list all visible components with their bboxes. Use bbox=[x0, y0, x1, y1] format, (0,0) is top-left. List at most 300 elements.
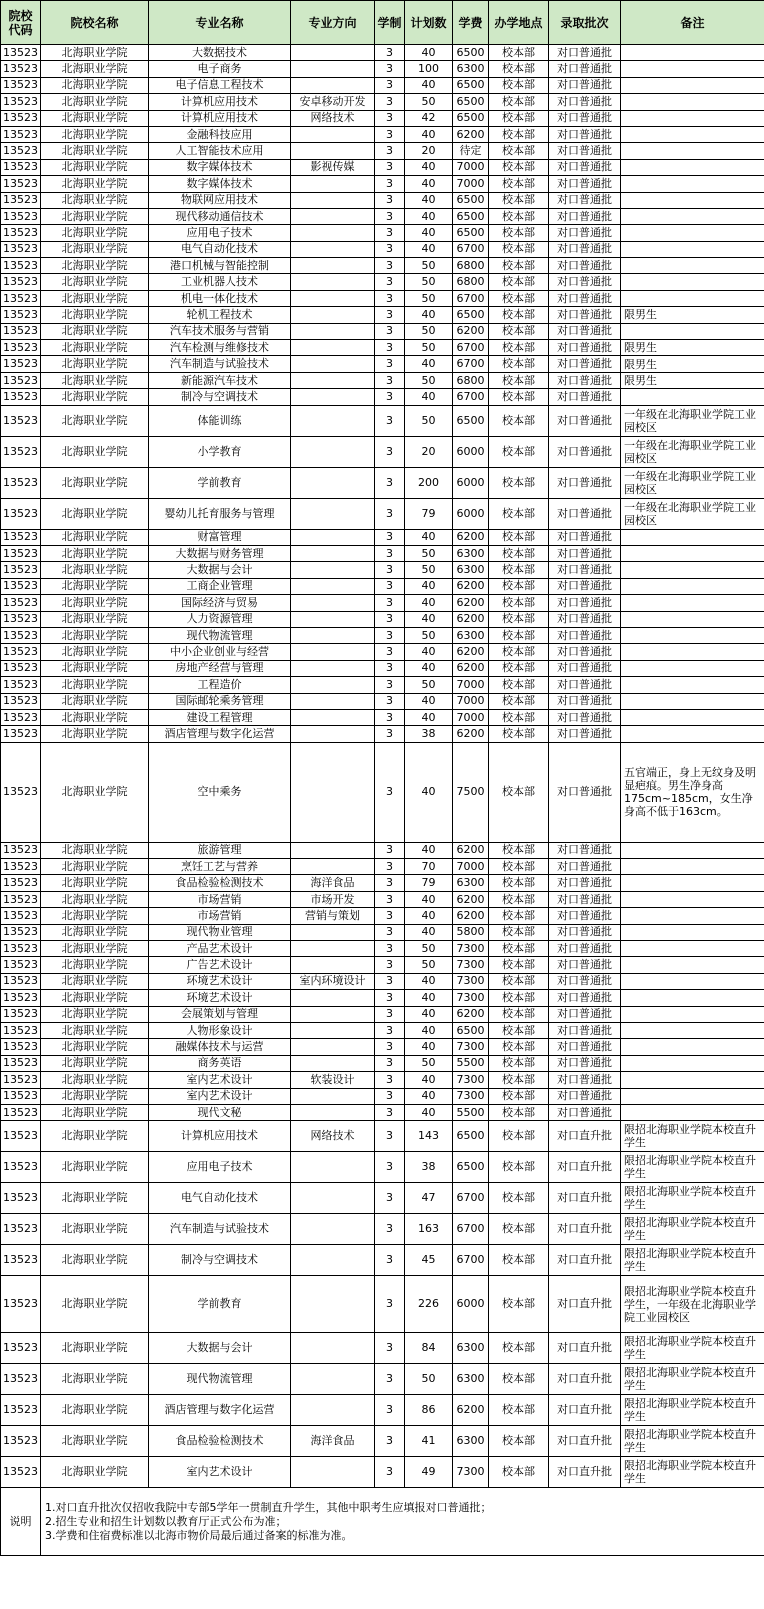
table-row bbox=[1, 323, 764, 339]
cell-duration: 3 bbox=[375, 61, 405, 77]
cell-campus: 校本部 bbox=[489, 436, 549, 467]
cell-campus: 校本部 bbox=[489, 1152, 549, 1183]
cell-duration: 3 bbox=[375, 1214, 405, 1245]
cell-tuition: 6700 bbox=[453, 340, 489, 356]
cell-plan-count: 143 bbox=[405, 1121, 453, 1152]
cell-school-name: 北海职业学院 bbox=[41, 677, 149, 693]
notes-row bbox=[1, 1488, 764, 1556]
cell-duration: 3 bbox=[375, 1183, 405, 1214]
cell-duration: 3 bbox=[375, 1104, 405, 1120]
cell-major-direction bbox=[291, 126, 375, 142]
cell-tuition: 6800 bbox=[453, 372, 489, 388]
cell-duration: 3 bbox=[375, 1072, 405, 1088]
cell-admission-batch: 对口普通批 bbox=[549, 498, 621, 529]
cell-plan-count: 47 bbox=[405, 1183, 453, 1214]
cell-major-direction bbox=[291, 1104, 375, 1120]
cell-admission-batch: 对口普通批 bbox=[549, 1088, 621, 1104]
cell-admission-batch: 对口普通批 bbox=[549, 891, 621, 907]
cell-major-direction bbox=[291, 644, 375, 660]
table-row bbox=[1, 94, 764, 110]
cell-duration: 3 bbox=[375, 693, 405, 709]
cell-major-direction bbox=[291, 990, 375, 1006]
cell-plan-count: 40 bbox=[405, 1088, 453, 1104]
cell-school-name: 北海职业学院 bbox=[41, 742, 149, 842]
cell-admission-batch: 对口普通批 bbox=[549, 467, 621, 498]
cell-admission-batch: 对口直升批 bbox=[549, 1152, 621, 1183]
cell-school-code: 13523 bbox=[1, 709, 41, 725]
cell-school-name: 北海职业学院 bbox=[41, 1245, 149, 1276]
cell-major-direction bbox=[291, 208, 375, 224]
cell-tuition: 6300 bbox=[453, 61, 489, 77]
table-row bbox=[1, 644, 764, 660]
cell-admission-batch: 对口普通批 bbox=[549, 908, 621, 924]
cell-admission-batch: 对口普通批 bbox=[549, 990, 621, 1006]
cell-school-code: 13523 bbox=[1, 693, 41, 709]
cell-major-direction bbox=[291, 1364, 375, 1395]
cell-major-name: 物联网应用技术 bbox=[149, 192, 291, 208]
cell-tuition: 6300 bbox=[453, 1364, 489, 1395]
cell-remarks: 一年级在北海职业学院工业园校区 bbox=[621, 498, 764, 529]
cell-tuition: 6200 bbox=[453, 891, 489, 907]
cell-remarks bbox=[621, 908, 764, 924]
cell-major-direction bbox=[291, 677, 375, 693]
cell-school-code: 13523 bbox=[1, 1426, 41, 1457]
cell-admission-batch: 对口普通批 bbox=[549, 94, 621, 110]
cell-tuition: 6700 bbox=[453, 1214, 489, 1245]
cell-school-name: 北海职业学院 bbox=[41, 1183, 149, 1214]
cell-major-name: 汽车检测与维修技术 bbox=[149, 340, 291, 356]
cell-school-code: 13523 bbox=[1, 258, 41, 274]
cell-tuition: 7000 bbox=[453, 159, 489, 175]
cell-school-code: 13523 bbox=[1, 1364, 41, 1395]
cell-school-code: 13523 bbox=[1, 192, 41, 208]
cell-remarks: 限招北海职业学院本校直升学生 bbox=[621, 1245, 764, 1276]
cell-major-name: 新能源汽车技术 bbox=[149, 372, 291, 388]
cell-duration: 3 bbox=[375, 859, 405, 875]
cell-admission-batch: 对口普通批 bbox=[549, 405, 621, 436]
cell-major-direction bbox=[291, 627, 375, 643]
cell-tuition: 6000 bbox=[453, 1276, 489, 1333]
cell-tuition: 6500 bbox=[453, 1152, 489, 1183]
cell-major-direction bbox=[291, 143, 375, 159]
cell-tuition: 6200 bbox=[453, 644, 489, 660]
cell-major-name: 大数据与会计 bbox=[149, 1333, 291, 1364]
table-row bbox=[1, 709, 764, 725]
cell-school-code: 13523 bbox=[1, 290, 41, 306]
cell-tuition: 7300 bbox=[453, 1457, 489, 1488]
cell-school-code: 13523 bbox=[1, 77, 41, 93]
cell-campus: 校本部 bbox=[489, 1333, 549, 1364]
cell-plan-count: 50 bbox=[405, 323, 453, 339]
table-row bbox=[1, 1214, 764, 1245]
cell-major-name: 电气自动化技术 bbox=[149, 1183, 291, 1214]
cell-school-name: 北海职业学院 bbox=[41, 208, 149, 224]
cell-major-name: 制冷与空调技术 bbox=[149, 389, 291, 405]
cell-remarks: 限男生 bbox=[621, 307, 764, 323]
cell-school-code: 13523 bbox=[1, 340, 41, 356]
cell-remarks: 限招北海职业学院本校直升学生 bbox=[621, 1183, 764, 1214]
cell-school-code: 13523 bbox=[1, 467, 41, 498]
cell-school-name: 北海职业学院 bbox=[41, 891, 149, 907]
cell-school-code: 13523 bbox=[1, 545, 41, 561]
cell-tuition: 6500 bbox=[453, 192, 489, 208]
cell-major-direction bbox=[291, 941, 375, 957]
cell-major-direction bbox=[291, 405, 375, 436]
cell-school-name: 北海职业学院 bbox=[41, 94, 149, 110]
cell-tuition: 6200 bbox=[453, 1006, 489, 1022]
cell-campus: 校本部 bbox=[489, 1214, 549, 1245]
cell-admission-batch: 对口普通批 bbox=[549, 110, 621, 126]
table-row bbox=[1, 436, 764, 467]
cell-school-code: 13523 bbox=[1, 61, 41, 77]
cell-school-code: 13523 bbox=[1, 1039, 41, 1055]
cell-plan-count: 40 bbox=[405, 176, 453, 192]
cell-campus: 校本部 bbox=[489, 562, 549, 578]
cell-school-code: 13523 bbox=[1, 498, 41, 529]
cell-campus: 校本部 bbox=[489, 208, 549, 224]
cell-remarks: 限招北海职业学院本校直升学生 bbox=[621, 1364, 764, 1395]
cell-remarks: 限招北海职业学院本校直升学生 bbox=[621, 1121, 764, 1152]
cell-duration: 3 bbox=[375, 1457, 405, 1488]
cell-duration: 3 bbox=[375, 110, 405, 126]
cell-tuition: 6300 bbox=[453, 627, 489, 643]
cell-major-direction bbox=[291, 1152, 375, 1183]
cell-admission-batch: 对口普通批 bbox=[549, 323, 621, 339]
cell-tuition: 6500 bbox=[453, 110, 489, 126]
cell-major-direction bbox=[291, 726, 375, 742]
cell-admission-batch: 对口普通批 bbox=[549, 192, 621, 208]
cell-campus: 校本部 bbox=[489, 660, 549, 676]
cell-campus: 校本部 bbox=[489, 356, 549, 372]
cell-tuition: 6300 bbox=[453, 562, 489, 578]
cell-admission-batch: 对口普通批 bbox=[549, 973, 621, 989]
cell-plan-count: 40 bbox=[405, 611, 453, 627]
cell-campus: 校本部 bbox=[489, 241, 549, 257]
cell-tuition: 6300 bbox=[453, 1333, 489, 1364]
cell-campus: 校本部 bbox=[489, 340, 549, 356]
cell-remarks bbox=[621, 94, 764, 110]
cell-admission-batch: 对口普通批 bbox=[549, 1104, 621, 1120]
cell-campus: 校本部 bbox=[489, 529, 549, 545]
cell-major-direction bbox=[291, 1055, 375, 1071]
cell-plan-count: 40 bbox=[405, 842, 453, 858]
cell-admission-batch: 对口直升批 bbox=[549, 1364, 621, 1395]
cell-major-name: 应用电子技术 bbox=[149, 225, 291, 241]
cell-duration: 3 bbox=[375, 529, 405, 545]
cell-major-direction bbox=[291, 225, 375, 241]
cell-major-direction bbox=[291, 742, 375, 842]
table-row bbox=[1, 208, 764, 224]
cell-major-direction bbox=[291, 77, 375, 93]
cell-duration: 3 bbox=[375, 1276, 405, 1333]
cell-remarks bbox=[621, 389, 764, 405]
cell-school-name: 北海职业学院 bbox=[41, 45, 149, 61]
cell-admission-batch: 对口普通批 bbox=[549, 595, 621, 611]
cell-admission-batch: 对口普通批 bbox=[549, 225, 621, 241]
cell-school-code: 13523 bbox=[1, 405, 41, 436]
cell-school-name: 北海职业学院 bbox=[41, 875, 149, 891]
cell-plan-count: 40 bbox=[405, 595, 453, 611]
header-school-code: 院校代码 bbox=[1, 1, 41, 45]
cell-plan-count: 100 bbox=[405, 61, 453, 77]
table-row bbox=[1, 595, 764, 611]
cell-tuition: 6200 bbox=[453, 126, 489, 142]
cell-admission-batch: 对口普通批 bbox=[549, 340, 621, 356]
cell-remarks bbox=[621, 941, 764, 957]
cell-plan-count: 40 bbox=[405, 529, 453, 545]
cell-major-direction bbox=[291, 660, 375, 676]
cell-tuition: 6300 bbox=[453, 1426, 489, 1457]
table-row bbox=[1, 110, 764, 126]
cell-major-name: 人物形象设计 bbox=[149, 1022, 291, 1038]
cell-duration: 3 bbox=[375, 1088, 405, 1104]
cell-duration: 3 bbox=[375, 973, 405, 989]
cell-major-direction bbox=[291, 1183, 375, 1214]
table-row bbox=[1, 1072, 764, 1088]
notes-label: 说明 bbox=[1, 1488, 41, 1556]
cell-major-name: 室内艺术设计 bbox=[149, 1072, 291, 1088]
cell-tuition: 6200 bbox=[453, 908, 489, 924]
cell-campus: 校本部 bbox=[489, 274, 549, 290]
cell-major-name: 烹饪工艺与营养 bbox=[149, 859, 291, 875]
cell-school-name: 北海职业学院 bbox=[41, 389, 149, 405]
cell-major-name: 酒店管理与数字化运营 bbox=[149, 726, 291, 742]
table-row bbox=[1, 176, 764, 192]
cell-tuition: 7500 bbox=[453, 742, 489, 842]
cell-campus: 校本部 bbox=[489, 891, 549, 907]
cell-duration: 3 bbox=[375, 225, 405, 241]
cell-remarks: 限招北海职业学院本校直升学生 bbox=[621, 1395, 764, 1426]
cell-remarks: 限招北海职业学院本校直升学生 bbox=[621, 1457, 764, 1488]
cell-major-name: 数字媒体技术 bbox=[149, 159, 291, 175]
cell-school-name: 北海职业学院 bbox=[41, 143, 149, 159]
cell-major-name: 国际经济与贸易 bbox=[149, 595, 291, 611]
cell-school-code: 13523 bbox=[1, 660, 41, 676]
cell-remarks: 限招北海职业学院本校直升学生 bbox=[621, 1152, 764, 1183]
cell-school-name: 北海职业学院 bbox=[41, 1104, 149, 1120]
cell-major-direction: 网络技术 bbox=[291, 110, 375, 126]
cell-major-direction bbox=[291, 61, 375, 77]
cell-major-name: 计算机应用技术 bbox=[149, 94, 291, 110]
table-row bbox=[1, 545, 764, 561]
cell-duration: 3 bbox=[375, 258, 405, 274]
cell-tuition: 6500 bbox=[453, 225, 489, 241]
cell-tuition: 7300 bbox=[453, 1072, 489, 1088]
cell-campus: 校本部 bbox=[489, 742, 549, 842]
cell-campus: 校本部 bbox=[489, 595, 549, 611]
cell-major-name: 广告艺术设计 bbox=[149, 957, 291, 973]
cell-plan-count: 40 bbox=[405, 77, 453, 93]
cell-school-name: 北海职业学院 bbox=[41, 1364, 149, 1395]
cell-duration: 3 bbox=[375, 372, 405, 388]
cell-admission-batch: 对口普通批 bbox=[549, 742, 621, 842]
cell-duration: 3 bbox=[375, 498, 405, 529]
cell-campus: 校本部 bbox=[489, 1104, 549, 1120]
cell-campus: 校本部 bbox=[489, 498, 549, 529]
cell-school-name: 北海职业学院 bbox=[41, 225, 149, 241]
cell-school-code: 13523 bbox=[1, 1055, 41, 1071]
cell-major-direction bbox=[291, 957, 375, 973]
cell-major-name: 人工智能技术应用 bbox=[149, 143, 291, 159]
cell-duration: 3 bbox=[375, 1426, 405, 1457]
cell-plan-count: 50 bbox=[405, 545, 453, 561]
cell-tuition: 7300 bbox=[453, 1088, 489, 1104]
cell-major-name: 制冷与空调技术 bbox=[149, 1245, 291, 1276]
cell-plan-count: 40 bbox=[405, 990, 453, 1006]
cell-remarks bbox=[621, 77, 764, 93]
cell-plan-count: 49 bbox=[405, 1457, 453, 1488]
cell-school-code: 13523 bbox=[1, 1183, 41, 1214]
cell-major-direction bbox=[291, 258, 375, 274]
cell-tuition: 6200 bbox=[453, 611, 489, 627]
cell-plan-count: 50 bbox=[405, 94, 453, 110]
cell-school-name: 北海职业学院 bbox=[41, 941, 149, 957]
cell-plan-count: 86 bbox=[405, 1395, 453, 1426]
cell-admission-batch: 对口普通批 bbox=[549, 258, 621, 274]
table-row bbox=[1, 45, 764, 61]
cell-major-direction bbox=[291, 842, 375, 858]
table-header-row bbox=[1, 1, 764, 45]
cell-school-name: 北海职业学院 bbox=[41, 973, 149, 989]
cell-duration: 3 bbox=[375, 208, 405, 224]
cell-major-direction: 市场开发 bbox=[291, 891, 375, 907]
cell-school-name: 北海职业学院 bbox=[41, 924, 149, 940]
table-row bbox=[1, 225, 764, 241]
table-body bbox=[1, 45, 764, 1488]
cell-school-name: 北海职业学院 bbox=[41, 323, 149, 339]
cell-tuition: 7300 bbox=[453, 973, 489, 989]
cell-tuition: 6500 bbox=[453, 1022, 489, 1038]
cell-school-code: 13523 bbox=[1, 110, 41, 126]
cell-major-direction bbox=[291, 498, 375, 529]
cell-remarks: 限招北海职业学院本校直升学生 bbox=[621, 1333, 764, 1364]
cell-duration: 3 bbox=[375, 274, 405, 290]
cell-major-direction bbox=[291, 372, 375, 388]
cell-admission-batch: 对口普通批 bbox=[549, 726, 621, 742]
cell-major-name: 现代文秘 bbox=[149, 1104, 291, 1120]
cell-remarks bbox=[621, 1039, 764, 1055]
cell-duration: 3 bbox=[375, 290, 405, 306]
cell-school-code: 13523 bbox=[1, 595, 41, 611]
cell-tuition: 7300 bbox=[453, 957, 489, 973]
cell-school-code: 13523 bbox=[1, 1152, 41, 1183]
cell-plan-count: 40 bbox=[405, 356, 453, 372]
cell-plan-count: 50 bbox=[405, 957, 453, 973]
cell-campus: 校本部 bbox=[489, 1364, 549, 1395]
cell-major-direction bbox=[291, 1395, 375, 1426]
table-row bbox=[1, 660, 764, 676]
header-school-name: 院校名称 bbox=[41, 1, 149, 45]
cell-major-direction bbox=[291, 241, 375, 257]
cell-school-code: 13523 bbox=[1, 742, 41, 842]
table-row bbox=[1, 891, 764, 907]
cell-duration: 3 bbox=[375, 1022, 405, 1038]
cell-major-direction: 影视传媒 bbox=[291, 159, 375, 175]
table-row bbox=[1, 1457, 764, 1488]
cell-remarks bbox=[621, 1104, 764, 1120]
cell-campus: 校本部 bbox=[489, 941, 549, 957]
cell-admission-batch: 对口普通批 bbox=[549, 529, 621, 545]
cell-remarks bbox=[621, 225, 764, 241]
cell-duration: 3 bbox=[375, 340, 405, 356]
cell-major-name: 融媒体技术与运营 bbox=[149, 1039, 291, 1055]
cell-school-code: 13523 bbox=[1, 356, 41, 372]
cell-school-code: 13523 bbox=[1, 1333, 41, 1364]
cell-plan-count: 40 bbox=[405, 45, 453, 61]
cell-admission-batch: 对口普通批 bbox=[549, 644, 621, 660]
cell-major-direction bbox=[291, 45, 375, 61]
cell-duration: 3 bbox=[375, 126, 405, 142]
cell-major-name: 室内艺术设计 bbox=[149, 1088, 291, 1104]
cell-campus: 校本部 bbox=[489, 842, 549, 858]
cell-school-code: 13523 bbox=[1, 875, 41, 891]
cell-school-name: 北海职业学院 bbox=[41, 957, 149, 973]
cell-duration: 3 bbox=[375, 159, 405, 175]
cell-major-name: 体能训练 bbox=[149, 405, 291, 436]
cell-major-name: 国际邮轮乘务管理 bbox=[149, 693, 291, 709]
cell-campus: 校本部 bbox=[489, 859, 549, 875]
cell-remarks bbox=[621, 143, 764, 159]
cell-remarks bbox=[621, 957, 764, 973]
cell-admission-batch: 对口直升批 bbox=[549, 1426, 621, 1457]
cell-admission-batch: 对口普通批 bbox=[549, 372, 621, 388]
cell-plan-count: 40 bbox=[405, 660, 453, 676]
cell-major-name: 小学教育 bbox=[149, 436, 291, 467]
cell-duration: 3 bbox=[375, 875, 405, 891]
cell-admission-batch: 对口普通批 bbox=[549, 61, 621, 77]
cell-major-name: 环境艺术设计 bbox=[149, 990, 291, 1006]
cell-school-code: 13523 bbox=[1, 842, 41, 858]
table-row bbox=[1, 192, 764, 208]
cell-admission-batch: 对口直升批 bbox=[549, 1276, 621, 1333]
table-row bbox=[1, 290, 764, 306]
cell-major-direction bbox=[291, 340, 375, 356]
cell-school-code: 13523 bbox=[1, 176, 41, 192]
table-row bbox=[1, 957, 764, 973]
cell-plan-count: 50 bbox=[405, 290, 453, 306]
table-row bbox=[1, 941, 764, 957]
cell-campus: 校本部 bbox=[489, 908, 549, 924]
cell-tuition: 6500 bbox=[453, 94, 489, 110]
cell-plan-count: 50 bbox=[405, 258, 453, 274]
cell-plan-count: 40 bbox=[405, 578, 453, 594]
cell-major-name: 室内艺术设计 bbox=[149, 1457, 291, 1488]
table-row bbox=[1, 875, 764, 891]
cell-duration: 3 bbox=[375, 389, 405, 405]
table-row bbox=[1, 693, 764, 709]
cell-school-name: 北海职业学院 bbox=[41, 644, 149, 660]
cell-campus: 校本部 bbox=[489, 973, 549, 989]
cell-plan-count: 40 bbox=[405, 1006, 453, 1022]
cell-campus: 校本部 bbox=[489, 77, 549, 93]
cell-school-code: 13523 bbox=[1, 973, 41, 989]
cell-admission-batch: 对口普通批 bbox=[549, 627, 621, 643]
cell-major-direction bbox=[291, 356, 375, 372]
cell-major-name: 电子商务 bbox=[149, 61, 291, 77]
cell-tuition: 6200 bbox=[453, 529, 489, 545]
cell-admission-batch: 对口普通批 bbox=[549, 290, 621, 306]
cell-plan-count: 40 bbox=[405, 908, 453, 924]
table-row bbox=[1, 611, 764, 627]
cell-school-name: 北海职业学院 bbox=[41, 405, 149, 436]
cell-major-name: 市场营销 bbox=[149, 891, 291, 907]
table-row bbox=[1, 1039, 764, 1055]
cell-major-name: 电子信息工程技术 bbox=[149, 77, 291, 93]
cell-school-name: 北海职业学院 bbox=[41, 1214, 149, 1245]
cell-major-name: 汽车制造与试验技术 bbox=[149, 1214, 291, 1245]
table-row bbox=[1, 1183, 764, 1214]
cell-school-code: 13523 bbox=[1, 436, 41, 467]
